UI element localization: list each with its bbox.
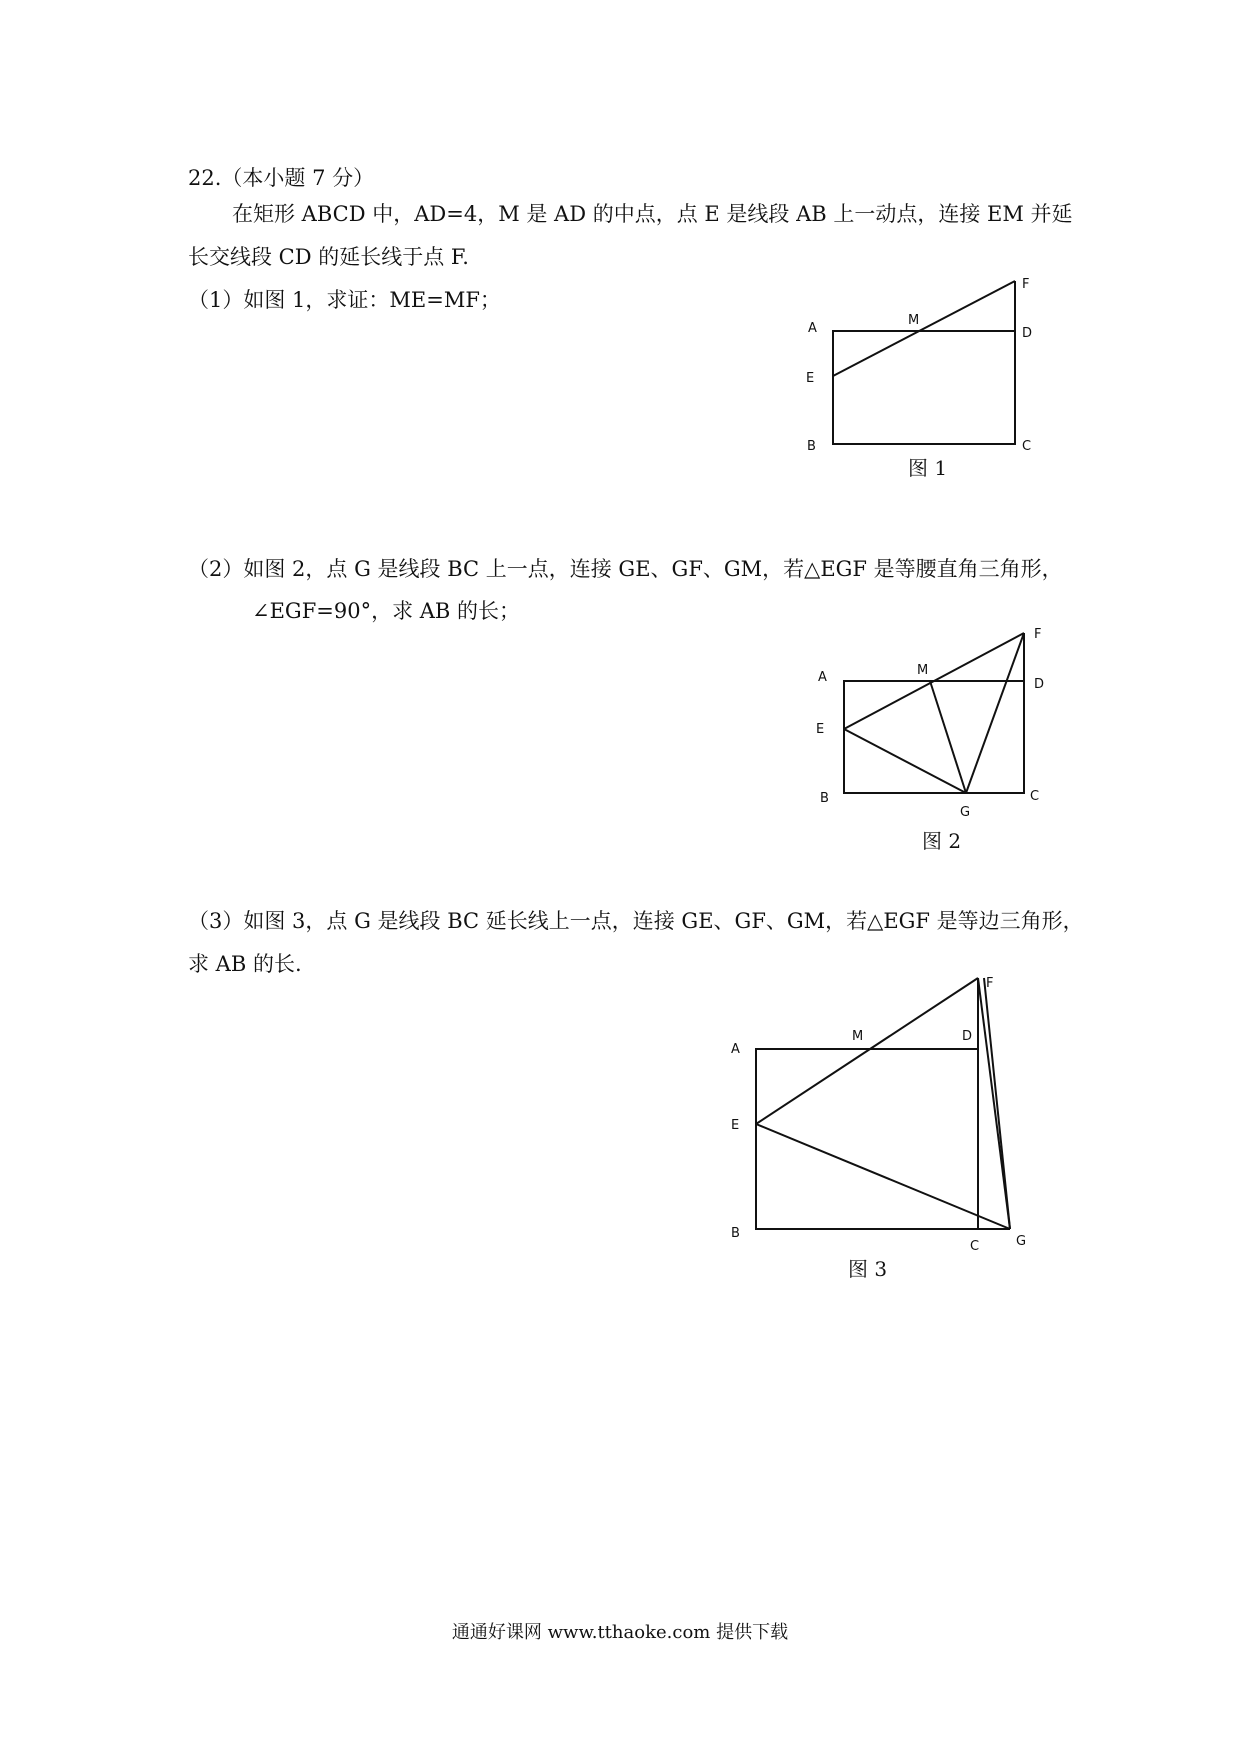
figure-2-caption: 图 2: [922, 829, 962, 853]
problem-header: 22.（本小题 7 分）: [188, 166, 375, 190]
segment-ef: [756, 978, 978, 1124]
label-b: B: [731, 1226, 740, 1241]
rectangle-abcd: [833, 331, 1015, 444]
figure-3: [715, 960, 1045, 1280]
label-f: F: [1034, 627, 1042, 642]
label-b: B: [820, 791, 829, 806]
label-c: C: [1022, 439, 1032, 454]
problem-intro-line2: 长交线段 CD 的延长线于点 F.: [188, 245, 469, 269]
part3-text-line1: （3）如图 3，点 G 是线段 BC 延长线上一点，连接 GE、GF、GM，若△EGF 是等边三角形，: [188, 909, 1084, 933]
part1-text: （1）如图 1，求证：ME=MF；: [188, 288, 501, 312]
label-f: F: [1022, 277, 1030, 292]
segment-ef: [833, 281, 1015, 376]
label-a: A: [818, 670, 827, 685]
figure-1-caption: 图 1: [908, 456, 948, 480]
figure-1: [780, 265, 1060, 490]
label-b: B: [807, 439, 816, 454]
part2-text-line1: （2）如图 2，点 G 是线段 BC 上一点，连接 GE、GF、GM，若△EGF 是等腰直角三角形，: [188, 557, 1063, 581]
label-e: E: [731, 1118, 740, 1133]
figure-3-caption: 图 3: [848, 1257, 888, 1281]
label-a: A: [731, 1042, 740, 1057]
label-m: M: [908, 313, 920, 328]
label-f: F: [986, 976, 994, 991]
label-m: M: [852, 1029, 864, 1044]
label-g: G: [1016, 1234, 1027, 1249]
label-d: D: [1034, 677, 1045, 692]
label-d: D: [1022, 326, 1033, 341]
segment-eg: [756, 1124, 1010, 1229]
segment-fg: [966, 633, 1024, 793]
label-m: M: [917, 663, 929, 678]
segment-fg-edge: [984, 978, 1010, 1229]
label-e: E: [806, 371, 815, 386]
label-a: A: [808, 321, 817, 336]
label-e: E: [816, 722, 825, 737]
label-c: C: [1030, 789, 1040, 804]
part2-text-line2: ∠EGF=90°，求 AB 的长；: [252, 599, 521, 623]
figure-2: [800, 618, 1060, 858]
label-g: G: [960, 805, 971, 820]
label-c: C: [970, 1239, 980, 1254]
page-footer: 通通好课网 www.tthaoke.com 提供下载: [451, 1622, 789, 1643]
label-d: D: [962, 1029, 973, 1044]
problem-intro-line1: 在矩形 ABCD 中，AD=4，M 是 AD 的中点，点 E 是线段 AB 上一动点，连接 EM 并延: [232, 202, 1073, 226]
part3-text-line2: 求 AB 的长.: [188, 952, 302, 976]
